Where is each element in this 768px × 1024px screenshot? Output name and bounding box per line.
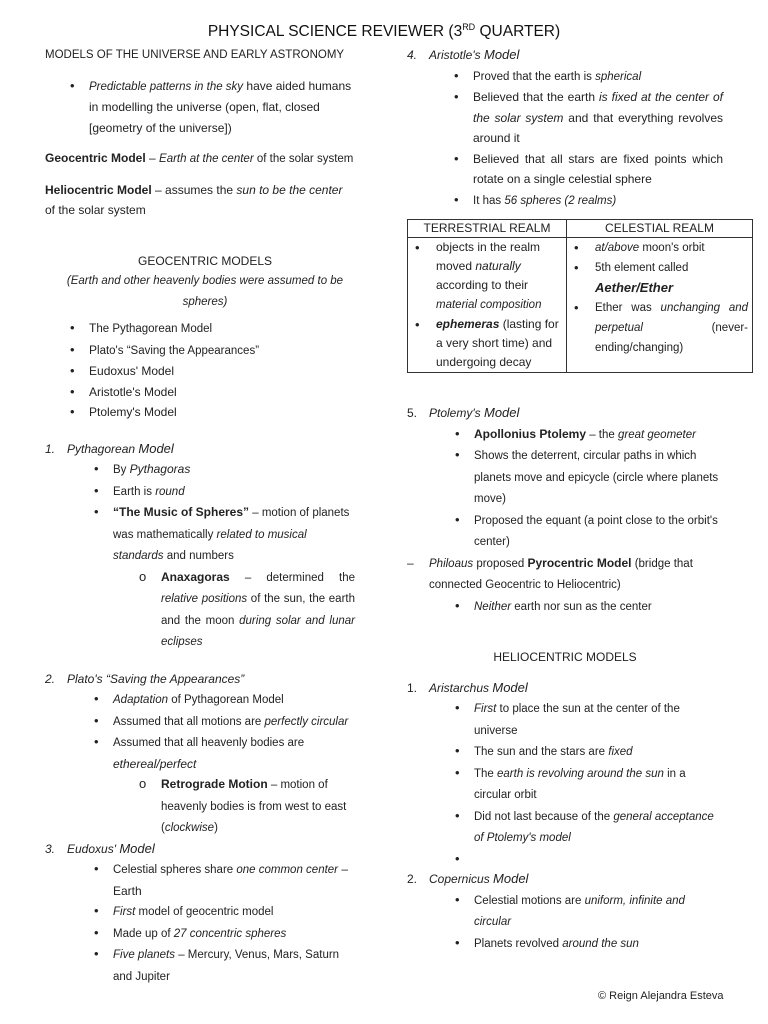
heliocentric-definition: Heliocentric Model – assumes the sun to be the center of the solar system (45, 182, 343, 217)
list-item: • ephemeras (lasting for a very short time) and undergoing decay (412, 315, 562, 372)
right-column (407, 45, 749, 954)
philolaus-sublist (407, 596, 723, 618)
list-item: • Believed that all stars are fixed points which rotate on a single celestial sphere (451, 149, 723, 190)
list-item: • Five planets – Mercury, Venus, Mars, Saturn and Jupiter (91, 944, 355, 987)
page-title: PHYSICAL SCIENCE REVIEWER (3RD QUARTER) (207, 22, 561, 41)
heliocentric-heading: HELIOCENTRIC MODELS (493, 650, 637, 664)
intro-item: • Predictable patterns in the sky have aided humans in modelling the universe (open, flat, closed [geometry of the universe]) (67, 76, 355, 139)
pythagorean-heading: 1. Pythagorean Model (45, 440, 174, 456)
list-item: • Shows the deterrent, circular paths in which planets move and epicycle (circle where planets move) (452, 445, 723, 510)
aristarchus-list (407, 698, 723, 869)
list-item: o Retrograde Motion – motion of heavenly bodies is from west to east (clockwise) (135, 774, 355, 839)
list-item: • Aristotle's Model (67, 382, 355, 403)
plato-sublist (135, 774, 355, 839)
list-item: • Assumed that all motions are perfectly circular (91, 711, 355, 733)
list-item: • First to place the sun at the center of the universe (452, 698, 723, 741)
list-item: • Neither earth nor sun as the center (452, 596, 723, 618)
footer-credit: © Reign Alejandra Esteva (598, 990, 724, 1002)
ptolemy-list (407, 424, 723, 553)
plato-list (45, 689, 355, 839)
realm-table (407, 219, 753, 373)
list-item: • Adaptation of Pythagorean Model (91, 689, 355, 711)
list-item: • First model of geocentric model (91, 901, 355, 923)
list-item: • “The Music of Spheres” – motion of planets was mathematically related to musical standards and numbers o Anaxagoras – determined the relative positions of the sun, the earth and the moon during solar and lunar eclipses (91, 502, 355, 653)
list-item: • Planets revolved around the sun (452, 933, 723, 955)
terrestrial-cell (408, 238, 567, 373)
list-item: • Eudoxus' Model (67, 361, 355, 382)
list-item: • Proposed the equant (a point close to the orbit's center) (452, 510, 723, 553)
list-item: • Made up of 27 concentric spheres (91, 923, 355, 945)
geocentric-definition: Geocentric Model – Earth at the center of the solar system (45, 151, 354, 165)
pythagorean-sublist (135, 567, 355, 653)
eudoxus-heading: 3. Eudoxus' Model (45, 840, 155, 856)
geocentric-heading: GEOCENTRIC MODELS (137, 253, 272, 268)
list-item: • Apollonius Ptolemy – the great geometer (452, 424, 723, 446)
ptolemy-heading: 5. Ptolemy's Model (407, 405, 520, 420)
copernicus-heading: 2. Copernicus Model (407, 871, 529, 886)
table-header: CELESTIAL REALM (567, 220, 753, 238)
list-item: • Proved that the earth is spherical (451, 66, 723, 88)
copernicus-list (407, 890, 723, 955)
section-heading: MODELS OF THE UNIVERSE AND EARLY ASTRONOMY (45, 49, 345, 61)
list-item: • Ptolemy's Model (67, 402, 355, 423)
geocentric-list (45, 318, 355, 423)
empty-list-item (452, 849, 723, 870)
list-item: • 5th element called Aether/Ether (571, 258, 748, 298)
list-item: • The earth is revolving around the sun in a circular orbit (452, 763, 723, 806)
list-item: • Earth is round (91, 481, 355, 503)
list-item: • Assumed that all heavenly bodies are ethereal/perfect o Retrograde Motion – motion of heavenly bodies is from west to east (clockwise) (91, 732, 355, 839)
pythagorean-list (45, 459, 355, 653)
celestial-cell (567, 238, 753, 373)
aristotle-list (407, 66, 723, 212)
list-item: • By Pythagoras (91, 459, 355, 481)
list-item: • objects in the realm moved naturally according to their material composition (412, 238, 562, 315)
list-item: • Ether was unchanging and perpetual (never-ending/changing) (571, 298, 748, 358)
list-item: • It has 56 spheres (2 realms) (451, 190, 723, 212)
eudoxus-list (45, 859, 355, 987)
list-item: • Celestial motions are uniform, infinite and circular (452, 890, 723, 933)
list-item: • The Pythagorean Model (67, 318, 355, 340)
list-item: o Anaxagoras – determined the relative positions of the sun, the earth and the moon during solar and lunar eclipses (135, 567, 355, 653)
philolaus-note: – Philoaus proposed Pyrocentric Model (bridge that connected Geocentric to Heliocentric) (407, 555, 693, 591)
list-item: • Believed that the earth is fixed at the center of the solar system and that everything revolves around it (451, 87, 723, 149)
list-item: • Celestial spheres share one common center – Earth (91, 859, 355, 901)
table-header: TERRESTRIAL REALM (408, 220, 567, 238)
aristotle-heading: 4. Aristotle's Model (407, 47, 520, 62)
plato-heading: 2. Plato's “Saving the Appearances” (45, 671, 245, 686)
aristarchus-heading: 1. Aristarchus Model (407, 679, 528, 695)
geocentric-subheading: (Earth and other heavenly bodies were assumed to be spheres) (66, 275, 344, 308)
left-column (45, 45, 355, 987)
list-item: • at/above moon's orbit (571, 238, 748, 258)
list-item: • Did not last because of the general acceptance of Ptolemy's model (452, 806, 723, 849)
list-item: • Plato's “Saving the Appearances” (67, 340, 355, 362)
intro-list (45, 76, 355, 139)
list-item: • The sun and the stars are fixed (452, 741, 723, 763)
